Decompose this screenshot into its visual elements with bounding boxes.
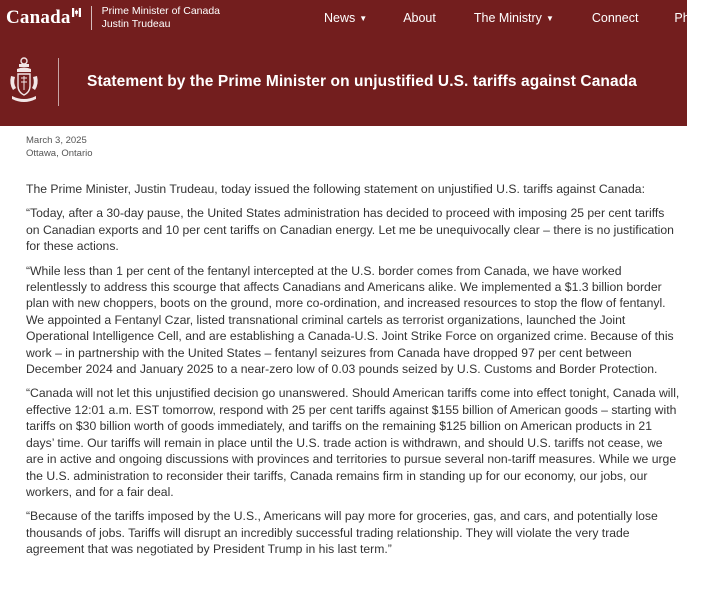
caret-down-icon: ▼ xyxy=(359,13,368,23)
office-line-2: Justin Trudeau xyxy=(101,18,171,30)
nav-item-label: The Ministry xyxy=(473,11,542,25)
coat-of-arms-icon xyxy=(6,56,42,106)
nav-item-label: Photo xyxy=(674,11,707,25)
nav-item-the-ministry[interactable] xyxy=(474,11,554,25)
article-paragraph: “Because of the tariffs imposed by the U.S., Americans will pay more for groceries, gas, and cars, and potentially lose thousands of jobs. Tariffs will disrupt an incredibly successful trading relationship. They will violate the very trade agreement that was negotiated by President Trump in his last term.” xyxy=(26,509,658,557)
article-meta xyxy=(26,134,93,160)
office-title[interactable] xyxy=(102,5,220,31)
banner-divider xyxy=(58,58,59,106)
nav-item-about[interactable] xyxy=(403,11,436,25)
brand xyxy=(0,0,220,36)
nav-item-label: About xyxy=(403,11,436,25)
nav-item-news[interactable] xyxy=(324,11,367,25)
article-paragraph: The Prime Minister, Justin Trudeau, today issued the following statement on unjustified U.S. tariffs against Canada: xyxy=(26,182,645,196)
caret-down-icon: ▼ xyxy=(545,13,554,23)
office-line-1: Prime Minister of Canada xyxy=(101,5,221,17)
top-navigation-bar xyxy=(0,0,707,36)
nav-item-label: News xyxy=(324,11,356,25)
article-location: Ottawa, Ontario xyxy=(26,148,93,159)
flag-icon xyxy=(72,8,81,17)
article-body xyxy=(26,181,681,566)
nav-item-connect[interactable] xyxy=(592,11,639,25)
article-paragraph: “While less than 1 per cent of the fentanyl intercepted at the U.S. border comes from Canada, we have worked relentlessly to address this scourge that affects Canadians and Americans alike. We implemented a $1.3 billion border plan with new choppers, boots on the ground, more co-ordination, and increased resources to stop the flow of fentanyl. We appointed a Fentanyl Czar, listed transnational criminal cartels as terrorist organizations, launched the Joint Operational Intelligence Cell, and are establishing a Canada-U.S. Joint Strike Force on organized crime. Because of this work – in partnership with the United States – fentanyl seizures from Canada have dropped 97 per cent between December 2024 and January 2025 to a near-zero low of 0.03 pounds seized by U.S. Customs and Border Protection. xyxy=(26,263,674,377)
article-paragraph: “Canada will not let this unjustified decision go unanswered. Should American tariffs come into effect tonight, Canada will, effective 12:01 a.m. EST tomorrow, respond with 25 per cent tariffs against $155 billion of American goods – starting with tariffs on $30 billion worth of goods immediately, and tariffs on the remaining $125 billion on American products in 21 days’ time. Our tariffs will remain in place until the U.S. trade action is withdrawn, and should U.S. tariffs not cease, we are in active and ongoing discussions with provinces and territories to pursue several non-tariff measures. While we urge the U.S. administration to reconsider their tariffs, Canada remains firm in standing up for our economy, our jobs, our workers, and for a fair deal. xyxy=(26,386,680,499)
canada-wordmark-logo[interactable] xyxy=(6,7,81,29)
nav-item-photo[interactable] xyxy=(674,11,707,25)
page-banner xyxy=(0,36,687,126)
article-date: March 3, 2025 xyxy=(26,135,87,146)
main-nav xyxy=(316,0,707,36)
page-title: Statement by the Prime Minister on unjustified U.S. tariffs against Canada xyxy=(87,73,637,90)
wordmark-text: Canada xyxy=(6,7,71,28)
brand-divider xyxy=(91,6,92,30)
article-paragraph: “Today, after a 30-day pause, the United States administration has decided to proceed with imposing 25 per cent tariffs on Canadian exports and 10 per cent tariffs on Canadian energy. Let me be unequivocally clear – there is no justification for these actions. xyxy=(26,206,674,254)
nav-item-label: Connect xyxy=(591,11,639,25)
